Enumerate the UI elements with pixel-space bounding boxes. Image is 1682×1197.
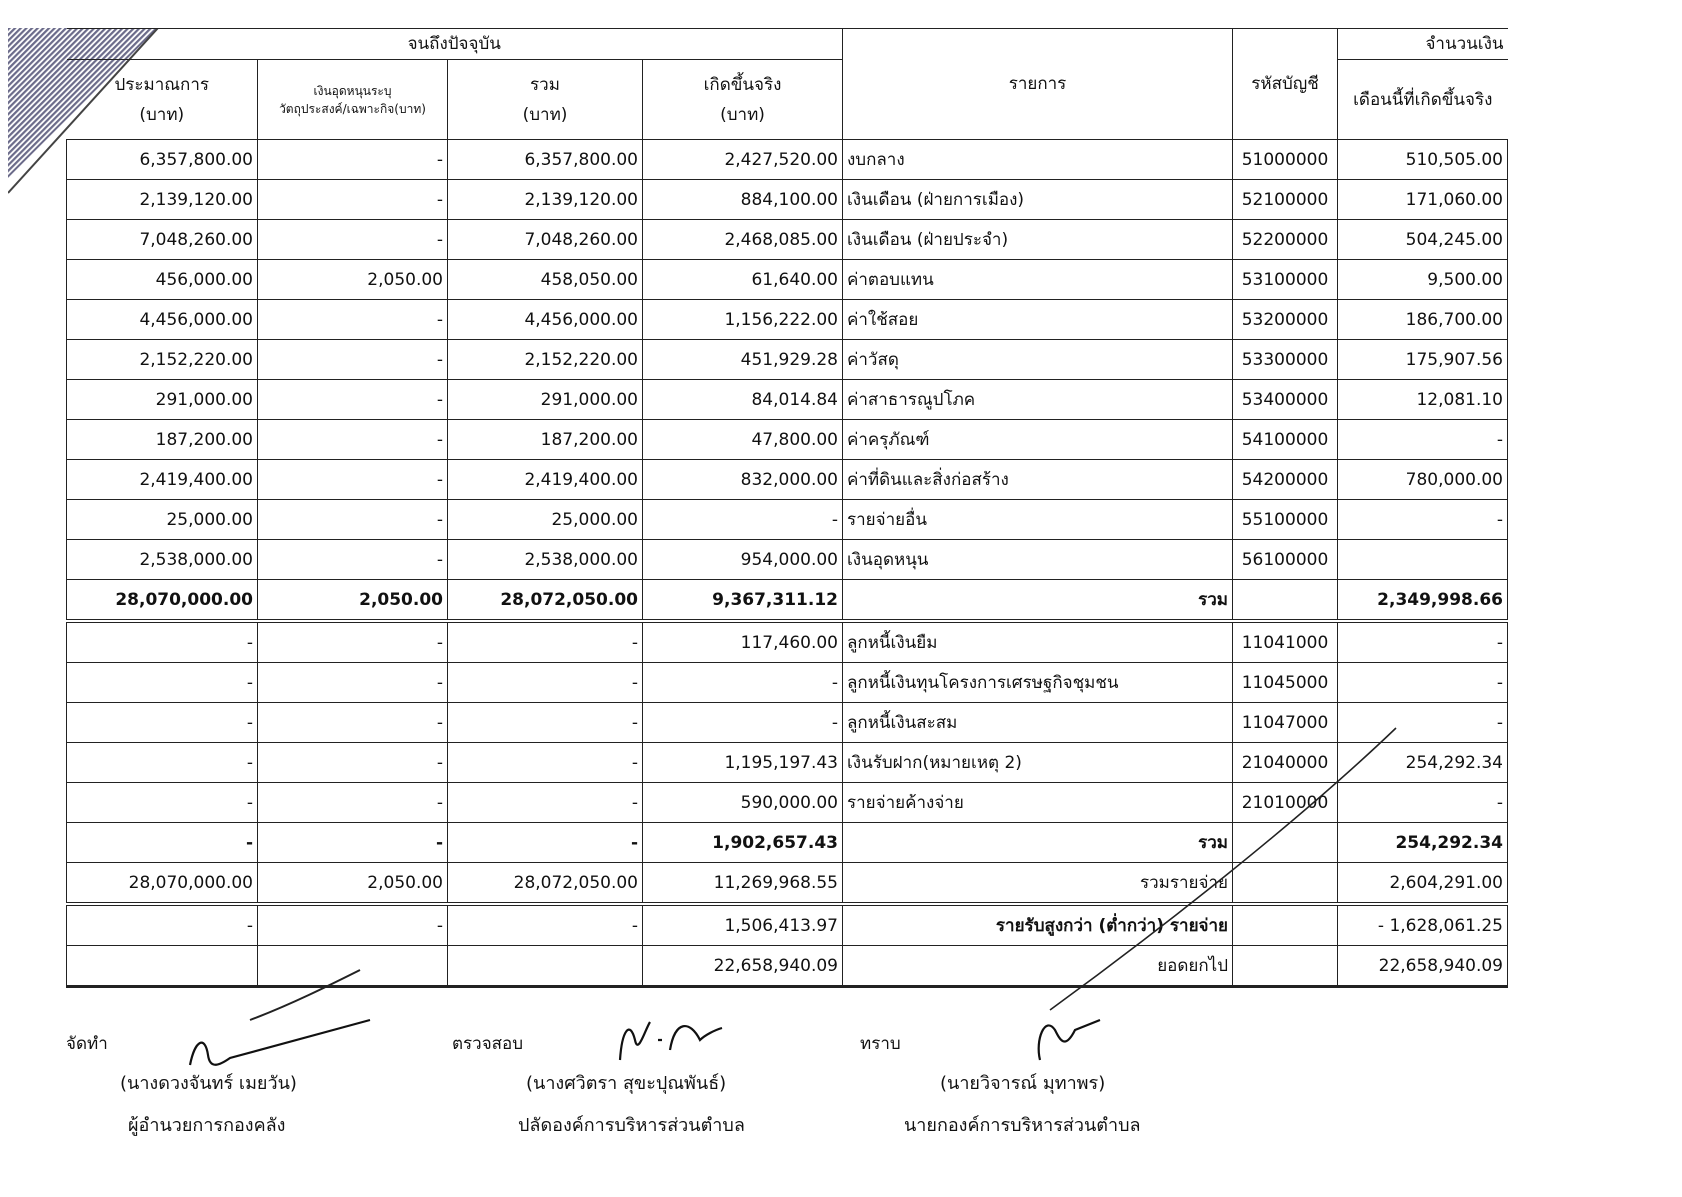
prepared-label: จัดทำ [66, 1034, 108, 1054]
month-cell: 22,658,940.09 [1338, 946, 1508, 987]
signature-block [0, 1010, 1682, 1180]
code-cell: 53100000 [1233, 260, 1338, 300]
estimate-cell: 7,048,260.00 [67, 220, 258, 260]
subsidy-cell: 2,050.00 [258, 580, 448, 622]
total-cell: 2,419,400.00 [448, 460, 643, 500]
ack-label: ทราบ [860, 1034, 901, 1054]
total-header-unit: (บาท) [522, 104, 568, 125]
item-cell: รายจ่ายอื่น [843, 500, 1233, 540]
prepared-title: ผู้อำนวยการกองคลัง [128, 1115, 286, 1136]
total-cell: 2,538,000.00 [448, 540, 643, 580]
code-cell: 54100000 [1233, 420, 1338, 460]
estimate-cell: 4,456,000.00 [67, 300, 258, 340]
total-cell: 2,139,120.00 [448, 180, 643, 220]
item-cell: เงินเดือน (ฝ่ายประจำ) [843, 220, 1233, 260]
estimate-cell: - [67, 663, 258, 703]
actual-header-unit: (บาท) [720, 104, 765, 125]
actual-cell: 2,427,520.00 [643, 140, 843, 180]
month-cell: 9,500.00 [1338, 260, 1508, 300]
actual-header-label: เกิดขึ้นจริง [703, 74, 782, 95]
actual-cell: 1,156,222.00 [643, 300, 843, 340]
actual-cell: - [643, 663, 843, 703]
item-cell: ค่าครุภัณฑ์ [843, 420, 1233, 460]
actual-cell: 9,367,311.12 [643, 580, 843, 622]
code-cell: 51000000 [1233, 140, 1338, 180]
month-cell: 510,505.00 [1338, 140, 1508, 180]
code-cell: 53400000 [1233, 380, 1338, 420]
checked-signature [610, 1010, 730, 1070]
actual-cell: 61,640.00 [643, 260, 843, 300]
prepared-name: (นางดวงจันทร์ เมยวัน) [120, 1073, 297, 1094]
total-cell: 25,000.00 [448, 500, 643, 540]
subsidy-cell: - [258, 823, 448, 863]
code-column-header: รหัสบัญชี [1233, 29, 1338, 140]
estimate-cell: 28,070,000.00 [67, 863, 258, 905]
item-column-header: รายการ [843, 29, 1233, 140]
actual-cell: 22,658,940.09 [643, 946, 843, 987]
item-cell: ค่าตอบแทน [843, 260, 1233, 300]
estimate-cell: - [67, 904, 258, 946]
subsidy-cell: 2,050.00 [258, 863, 448, 905]
estimate-cell: - [67, 823, 258, 863]
item-cell: ค่าใช้สอย [843, 300, 1233, 340]
month-cell: - [1338, 420, 1508, 460]
code-cell: 53200000 [1233, 300, 1338, 340]
total-cell: 28,072,050.00 [448, 580, 643, 622]
estimate-cell: 25,000.00 [67, 500, 258, 540]
month-cell: 254,292.34 [1338, 743, 1508, 783]
subsidy-cell: - [258, 380, 448, 420]
item-cell: รายจ่ายค้างจ่าย [843, 783, 1233, 823]
month-cell: 2,349,998.66 [1338, 580, 1508, 622]
actual-cell: 451,929.28 [643, 340, 843, 380]
month-cell: - 1,628,061.25 [1338, 904, 1508, 946]
subsidy-header-line2: วัตถุประสงค์/เฉพาะกิจ(บาท) [279, 101, 426, 116]
estimate-cell: 6,357,800.00 [67, 140, 258, 180]
total-cell: - [448, 823, 643, 863]
total-cell: 458,050.00 [448, 260, 643, 300]
code-cell: 11045000 [1233, 663, 1338, 703]
subsidy-cell: - [258, 663, 448, 703]
month-cell: - [1338, 500, 1508, 540]
month-cell: - [1338, 621, 1508, 663]
estimate-cell: 456,000.00 [67, 260, 258, 300]
item-cell: รวม [843, 580, 1233, 622]
item-cell: ยอดยกไป [843, 946, 1233, 987]
code-cell: 56100000 [1233, 540, 1338, 580]
total-cell: - [448, 703, 643, 743]
actual-cell: 1,902,657.43 [643, 823, 843, 863]
subsidy-cell: - [258, 420, 448, 460]
subsidy-cell: - [258, 500, 448, 540]
total-cell: 2,152,220.00 [448, 340, 643, 380]
item-cell: ลูกหนี้เงินทุนโครงการเศรษฐกิจชุมชน [843, 663, 1233, 703]
subsidy-cell: - [258, 904, 448, 946]
subsidy-cell: - [258, 220, 448, 260]
estimate-cell: 2,538,000.00 [67, 540, 258, 580]
subsidy-cell: - [258, 180, 448, 220]
month-cell: - [1338, 663, 1508, 703]
actual-cell: 884,100.00 [643, 180, 843, 220]
estimate-cell: 2,419,400.00 [67, 460, 258, 500]
actual-cell: 1,506,413.97 [643, 904, 843, 946]
total-header-label: รวม [530, 74, 560, 95]
month-cell: 175,907.56 [1338, 340, 1508, 380]
item-cell: งบกลาง [843, 140, 1233, 180]
total-cell: 291,000.00 [448, 380, 643, 420]
subsidy-cell: - [258, 540, 448, 580]
subsidy-cell: - [258, 140, 448, 180]
subsidy-cell: - [258, 340, 448, 380]
ack-signature [1020, 1010, 1120, 1070]
total-cell: 187,200.00 [448, 420, 643, 460]
estimate-header-label: ประมาณการ [114, 74, 210, 95]
month-column-header: เดือนนี้ที่เกิดขึ้นจริง [1338, 60, 1508, 140]
item-cell: ลูกหนี้เงินสะสม [843, 703, 1233, 743]
total-cell: - [448, 621, 643, 663]
item-cell: ลูกหนี้เงินยืม [843, 621, 1233, 663]
estimate-header-unit: (บาท) [139, 104, 185, 125]
estimate-cell: 28,070,000.00 [67, 580, 258, 622]
estimate-cell: - [67, 703, 258, 743]
total-cell: 28,072,050.00 [448, 863, 643, 905]
estimate-cell: 187,200.00 [67, 420, 258, 460]
code-cell: 52200000 [1233, 220, 1338, 260]
total-cell: 4,456,000.00 [448, 300, 643, 340]
item-cell: ค่าวัสดุ [843, 340, 1233, 380]
code-cell: 53300000 [1233, 340, 1338, 380]
checked-label: ตรวจสอบ [452, 1034, 524, 1054]
checked-title: ปลัดองค์การบริหารส่วนตำบล [518, 1115, 745, 1136]
actual-cell: 590,000.00 [643, 783, 843, 823]
total-cell: - [448, 743, 643, 783]
estimate-cell: 2,139,120.00 [67, 180, 258, 220]
month-cell: 186,700.00 [1338, 300, 1508, 340]
estimate-cell: 291,000.00 [67, 380, 258, 420]
code-cell: 54200000 [1233, 460, 1338, 500]
code-cell: 52100000 [1233, 180, 1338, 220]
item-cell: รวม [843, 823, 1233, 863]
estimate-cell: 2,152,220.00 [67, 340, 258, 380]
item-cell: รายรับสูงกว่า (ต่ำกว่า) รายจ่าย [843, 904, 1233, 946]
code-cell: 21040000 [1233, 743, 1338, 783]
code-cell: 11047000 [1233, 703, 1338, 743]
code-cell: 21010000 [1233, 783, 1338, 823]
ack-title: นายกองค์การบริหารส่วนตำบล [904, 1115, 1141, 1136]
actual-cell: 2,468,085.00 [643, 220, 843, 260]
subsidy-cell: - [258, 621, 448, 663]
subsidy-cell: - [258, 460, 448, 500]
month-cell: 254,292.34 [1338, 823, 1508, 863]
code-cell: 55100000 [1233, 500, 1338, 540]
month-cell: 504,245.00 [1338, 220, 1508, 260]
actual-cell: 84,014.84 [643, 380, 843, 420]
month-cell: 12,081.10 [1338, 380, 1508, 420]
total-cell: 6,357,800.00 [448, 140, 643, 180]
code-cell: 11041000 [1233, 621, 1338, 663]
month-cell: - [1338, 783, 1508, 823]
month-cell: 780,000.00 [1338, 460, 1508, 500]
actual-cell: - [643, 703, 843, 743]
ack-name: (นายวิจารณ์ มุทาพร) [940, 1073, 1106, 1094]
actual-cell: - [643, 500, 843, 540]
period-group-header: จนถึงปัจจุบัน [67, 29, 843, 60]
actual-cell: 11,269,968.55 [643, 863, 843, 905]
checked-name: (นางศวิตรา สุขะปุณพันธ์) [526, 1073, 727, 1094]
month-cell: 2,604,291.00 [1338, 863, 1508, 905]
actual-cell: 832,000.00 [643, 460, 843, 500]
subsidy-cell: - [258, 783, 448, 823]
item-cell: เงินอุดหนุน [843, 540, 1233, 580]
estimate-cell: - [67, 743, 258, 783]
subsidy-cell: - [258, 703, 448, 743]
month-cell: 171,060.00 [1338, 180, 1508, 220]
actual-cell: 1,195,197.43 [643, 743, 843, 783]
total-cell: - [448, 904, 643, 946]
estimate-cell: - [67, 783, 258, 823]
actual-cell: 47,800.00 [643, 420, 843, 460]
subsidy-cell: - [258, 743, 448, 783]
month-cell: - [1338, 703, 1508, 743]
item-cell: เงินเดือน (ฝ่ายการเมือง) [843, 180, 1233, 220]
subsidy-cell: 2,050.00 [258, 260, 448, 300]
item-cell: ค่าที่ดินและสิ่งก่อสร้าง [843, 460, 1233, 500]
total-cell: - [448, 783, 643, 823]
subsidy-header-line1: เงินอุดหนุนระบุ [313, 83, 392, 98]
item-cell: รวมรายจ่าย [843, 863, 1233, 905]
actual-cell: 117,460.00 [643, 621, 843, 663]
total-cell: - [448, 663, 643, 703]
item-cell: เงินรับฝาก(หมายเหตุ 2) [843, 743, 1233, 783]
subsidy-cell: - [258, 300, 448, 340]
actual-cell: 954,000.00 [643, 540, 843, 580]
item-cell: ค่าสาธารณูปโภค [843, 380, 1233, 420]
total-cell: 7,048,260.00 [448, 220, 643, 260]
estimate-cell: - [67, 621, 258, 663]
amount-group-header: จำนวนเงิน [1338, 29, 1508, 60]
